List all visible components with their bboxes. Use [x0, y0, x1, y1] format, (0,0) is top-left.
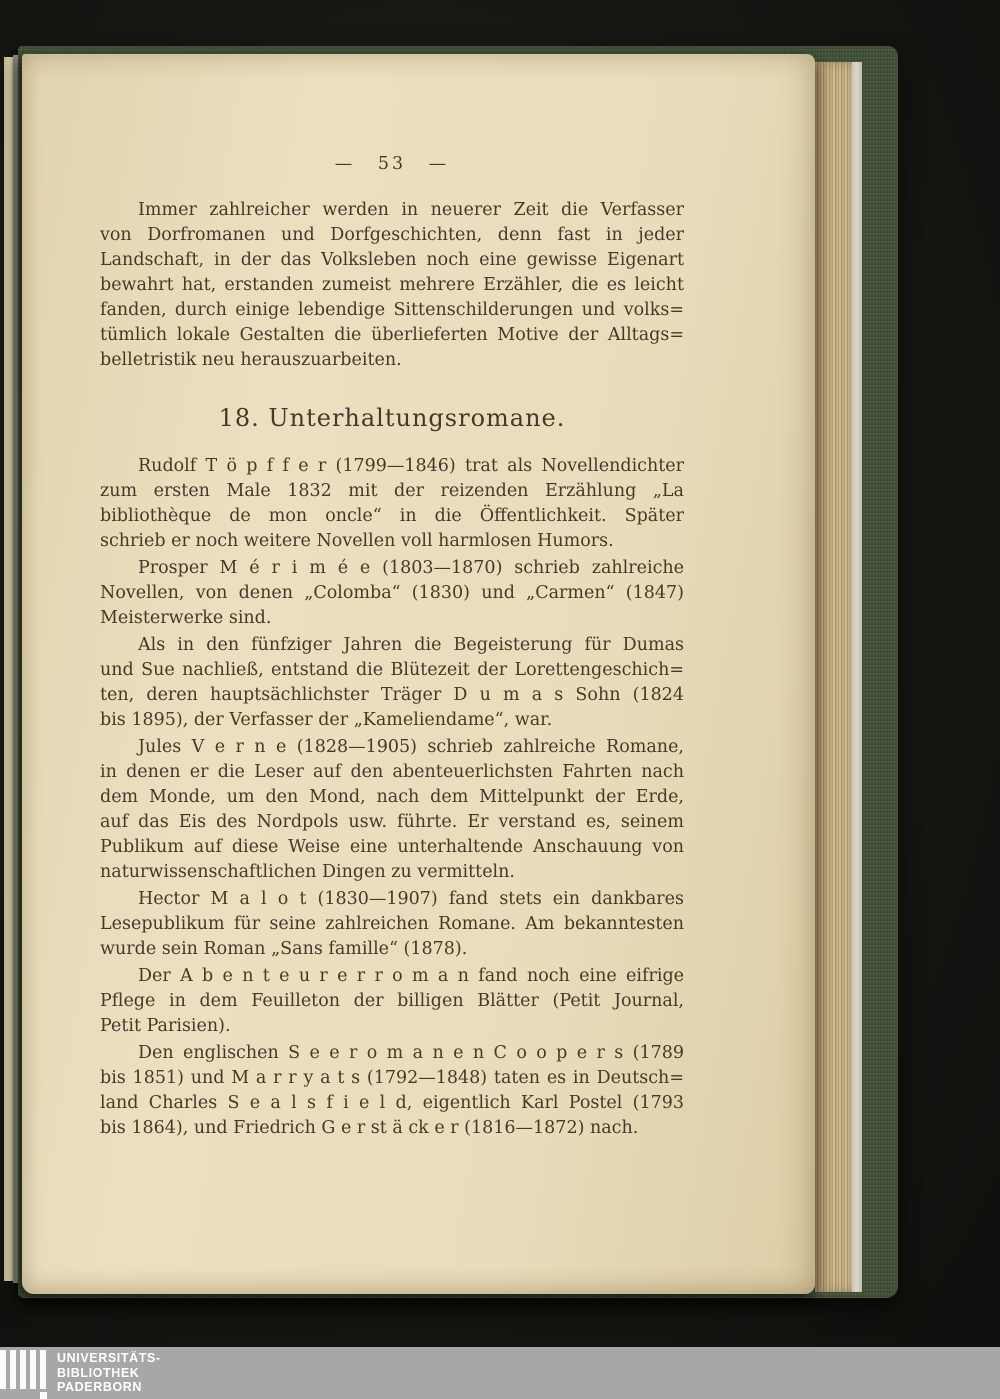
- text-line: auf das Eis des Nordpols usw. führte. Er verstand es, seinem: [100, 812, 684, 832]
- text-line: in denen er die Leser auf den abenteuerlichsten Fahrten nach: [100, 762, 684, 782]
- text-line: bis 1851) und M a r r y a t s (1792—1848) taten es in Deutsch=: [100, 1068, 684, 1088]
- text-line: naturwissenschaftlichen Dingen zu vermitteln.: [100, 862, 515, 882]
- section-heading: 18. Unterhaltungsromane.: [218, 404, 566, 432]
- paragraph: [100, 556, 684, 631]
- page-fore-edge: [815, 62, 862, 1292]
- text-line: Pflege in dem Feuilleton der billigen Blätter (Petit Journal,: [100, 991, 684, 1011]
- page-number: — 53 —: [334, 154, 450, 174]
- text-line: tümlich lokale Gestalten die überlieferten Motive der Alltags=: [100, 325, 684, 345]
- paragraph: [100, 454, 684, 554]
- text-line: Den englischen S e e r o m a n e n C o o p e r s (1789: [138, 1043, 684, 1063]
- text-line: Jules V e r n e (1828—1905) schrieb zahlreiche Romane,: [138, 737, 684, 757]
- page-content: [100, 198, 684, 1141]
- book-page: [22, 54, 815, 1294]
- paragraph: [100, 1041, 684, 1141]
- logo-bar-icon: [10, 1350, 16, 1389]
- logo-dot-icon: [40, 1392, 47, 1399]
- text-line: bis 1895), der Verfasser der „Kameliendame“, war.: [100, 710, 553, 730]
- text-line: fanden, durch einige lebendige Sittenschilderungen und volks=: [100, 300, 684, 320]
- library-footer-bar: [0, 1347, 1000, 1399]
- text-line: und Sue nachließ, entstand die Blütezeit der Lorettengeschich=: [100, 660, 684, 680]
- text-line: Immer zahlreicher werden in neuerer Zeit die Verfasser: [138, 200, 684, 220]
- logo-bar-icon: [40, 1350, 46, 1389]
- logo-bar-icon: [0, 1350, 6, 1389]
- library-name-line: PADERBORN: [57, 1380, 143, 1394]
- text-line: Hector M a l o t (1830—1907) fand stets ein dankbares: [138, 889, 684, 909]
- text-line: ten, deren hauptsächlichster Träger D u m a s Sohn (1824: [100, 685, 684, 705]
- paragraph: [100, 964, 684, 1039]
- paragraph: [100, 633, 684, 733]
- text-line: Petit Parisien).: [100, 1016, 231, 1036]
- text-line: bewahrt hat, erstanden zumeist mehrere Erzähler, die es leicht: [100, 275, 684, 295]
- text-line: bis 1864), und Friedrich G e r st ä ck e r (1816—1872) nach.: [100, 1118, 639, 1138]
- text-column: [100, 152, 684, 1143]
- text-line: belletristik neu herauszuarbeiten.: [100, 350, 402, 370]
- text-line: Prosper M é r i m é e (1803—1870) schrieb zahlreiche: [138, 558, 684, 578]
- gutter-page-edge: [4, 57, 13, 1281]
- paragraph: [100, 887, 684, 962]
- library-name-line: BIBLIOTHEK: [57, 1365, 140, 1380]
- text-line: Landschaft, in der das Volksleben noch eine gewisse Eigenart: [100, 250, 684, 270]
- text-line: Meisterwerke sind.: [100, 608, 272, 628]
- paragraph: [100, 198, 684, 373]
- text-line: Als in den fünfziger Jahren die Begeisterung für Dumas: [138, 635, 684, 655]
- text-line: Publikum auf diese Weise eine unterhaltende Anschauung von: [100, 837, 684, 857]
- text-line: Rudolf T ö p f f e r (1799—1846) trat als Novellendichter: [138, 456, 684, 476]
- text-line: von Dorfromanen und Dorfgeschichten, denn fast in jeder: [100, 225, 684, 245]
- text-line: dem Monde, um den Mond, nach dem Mittelpunkt der Erde,: [100, 787, 684, 807]
- text-line: land Charles S e a l s f i e l d, eigentlich Karl Postel (1793: [100, 1093, 684, 1113]
- logo-bar-icon: [30, 1350, 36, 1389]
- text-line: schrieb er noch weitere Novellen voll harmlosen Humors.: [100, 531, 614, 551]
- text-line: wurde sein Roman „Sans famille“ (1878).: [100, 939, 468, 959]
- library-name: [57, 1351, 161, 1395]
- text-line: Lesepublikum für seine zahlreichen Romane. Am bekanntesten: [100, 914, 684, 934]
- text-line: bibliothèque de mon oncle“ in die Öffentlichkeit. Später: [100, 506, 684, 526]
- fore-edge-highlight: [852, 62, 862, 1292]
- library-name-line: UNIVERSITÄTS-: [57, 1351, 161, 1365]
- ub-paderborn-logo-icon: [0, 1350, 50, 1396]
- paragraph: [100, 735, 684, 885]
- text-line: Novellen, von denen „Colomba“ (1830) und „Carmen“ (1847): [100, 583, 684, 603]
- logo-bar-icon: [20, 1350, 26, 1389]
- text-line: zum ersten Male 1832 mit der reizenden Erzählung „La: [100, 481, 684, 501]
- text-line: Der A b e n t e u r e r r o m a n fand noch eine eifrige: [138, 966, 684, 986]
